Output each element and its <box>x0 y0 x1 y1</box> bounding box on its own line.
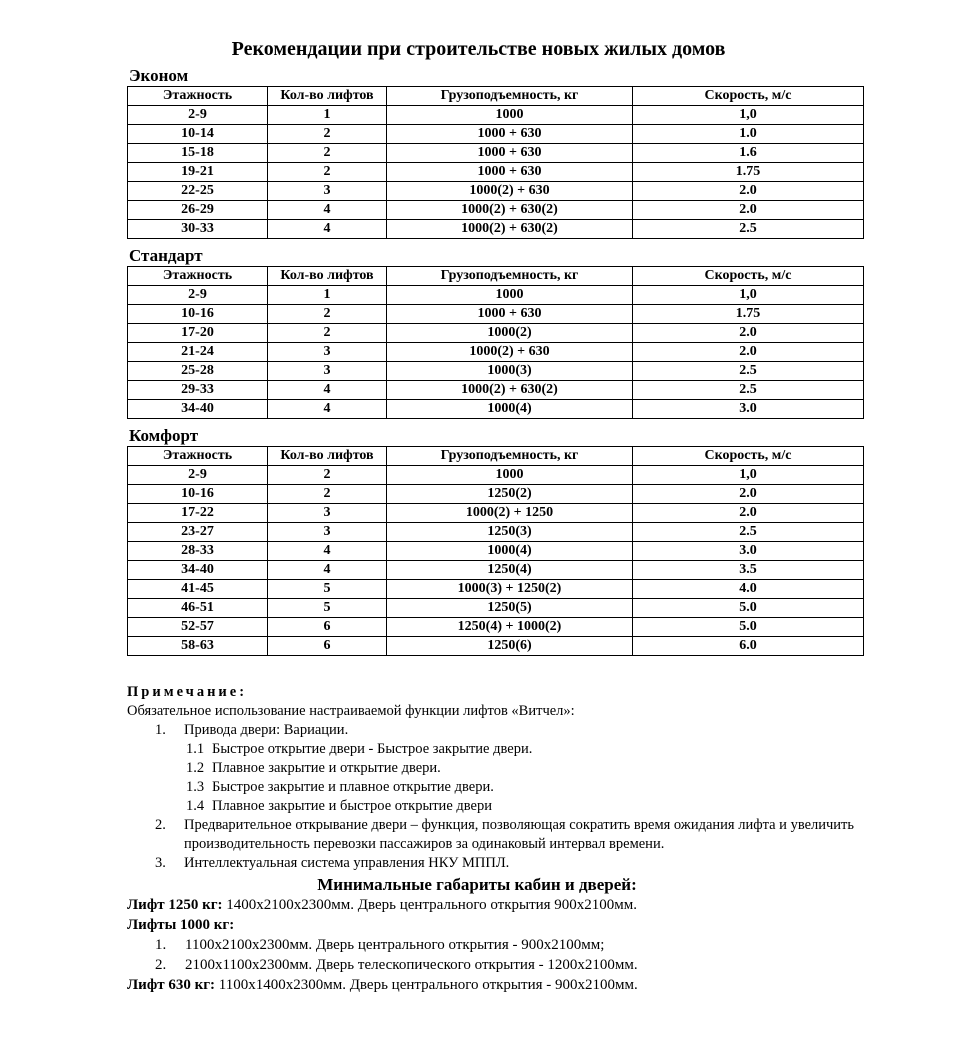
subitem-number: 1.3 <box>186 779 205 795</box>
table-row <box>128 485 864 504</box>
capacity-cell: 1250(6) <box>387 637 633 656</box>
lifts-cell: 5 <box>268 599 387 618</box>
capacity-cell: 1000(3) + 1250(2) <box>387 580 633 599</box>
floors-cell: 15-18 <box>128 144 268 163</box>
floors-cell: 34-40 <box>128 400 268 419</box>
table-row <box>128 106 864 125</box>
capacity-cell: 1250(3) <box>387 523 633 542</box>
lifts-cell: 5 <box>268 580 387 599</box>
lifts-header: Кол-во лифтов <box>268 267 387 286</box>
lifts-1000-list <box>127 935 927 975</box>
subitem-number: 1.1 <box>186 741 205 757</box>
speed-cell: 2.0 <box>633 324 864 343</box>
note-subitem <box>184 797 887 816</box>
floors-header: Этажность <box>128 267 268 286</box>
floors-cell: 10-14 <box>128 125 268 144</box>
floors-cell: 34-40 <box>128 561 268 580</box>
lifts-cell: 6 <box>268 637 387 656</box>
floors-cell: 26-29 <box>128 201 268 220</box>
capacity-cell: 1000 + 630 <box>387 144 633 163</box>
speed-cell: 2.5 <box>633 362 864 381</box>
speed-cell: 4.0 <box>633 580 864 599</box>
note-text: Предварительное открывание двери – функция, позволяющая сократить время ожидания лифта и увеличить производительность перевозки пассажиров за одинаковый интервал времени. <box>184 817 855 852</box>
note-text: Интеллектуальная система управления НКУ МППЛ. <box>184 855 510 871</box>
notes-block <box>127 683 887 873</box>
table-row <box>128 343 864 362</box>
speed-cell: 2.0 <box>633 343 864 362</box>
table-row <box>128 144 864 163</box>
table-row <box>128 400 864 419</box>
floors-cell: 2-9 <box>128 106 268 125</box>
speed-cell: 1,0 <box>633 286 864 305</box>
lifts-cell: 2 <box>268 144 387 163</box>
capacity-cell: 1000(2) + 630(2) <box>387 201 633 220</box>
speed-cell: 1,0 <box>633 106 864 125</box>
speed-cell: 2.5 <box>633 220 864 239</box>
lifts-cell: 2 <box>268 324 387 343</box>
table-row <box>128 182 864 201</box>
note-number: 2. <box>155 817 166 833</box>
table-row <box>128 523 864 542</box>
table-row <box>128 324 864 343</box>
table-row <box>128 580 864 599</box>
section-label: Эконом <box>129 66 189 85</box>
lifts-1000-label: Лифты 1000 кг: <box>127 917 235 933</box>
table-row <box>128 381 864 400</box>
table-row <box>128 362 864 381</box>
capacity-cell: 1000(4) <box>387 400 633 419</box>
speed-cell: 2.0 <box>633 201 864 220</box>
note-sublist <box>184 740 887 816</box>
capacity-cell: 1250(5) <box>387 599 633 618</box>
lifts-cell: 4 <box>268 201 387 220</box>
floors-cell: 17-20 <box>128 324 268 343</box>
lifts-cell: 4 <box>268 381 387 400</box>
lifts-1000-line <box>127 915 927 935</box>
notes-list <box>127 721 887 873</box>
dimension-number: 1. <box>155 937 167 953</box>
capacity-cell: 1000(4) <box>387 542 633 561</box>
lifts-cell: 3 <box>268 182 387 201</box>
floors-cell: 52-57 <box>128 618 268 637</box>
floors-cell: 19-21 <box>128 163 268 182</box>
floors-cell: 22-25 <box>128 182 268 201</box>
speed-cell: 2.5 <box>633 523 864 542</box>
subitem-number: 1.2 <box>186 760 205 776</box>
floors-cell: 29-33 <box>128 381 268 400</box>
lift-table <box>127 86 864 239</box>
speed-cell: 5.0 <box>633 618 864 637</box>
lift-630-line <box>127 975 927 995</box>
table-row <box>128 305 864 324</box>
floors-cell: 30-33 <box>128 220 268 239</box>
capacity-cell: 1000(2) + 630 <box>387 343 633 362</box>
floors-cell: 10-16 <box>128 485 268 504</box>
note-subitem <box>184 740 887 759</box>
speed-cell: 1.0 <box>633 125 864 144</box>
lifts-cell: 1 <box>268 106 387 125</box>
lift-630-label: Лифт 630 кг: <box>127 977 216 993</box>
speed-cell: 3.0 <box>633 400 864 419</box>
capacity-header: Грузоподъемность, кг <box>387 447 633 466</box>
table-row <box>128 561 864 580</box>
section-label: Стандарт <box>129 246 203 265</box>
subitem-text: Быстрое закрытие и плавное открытие двери. <box>212 779 494 795</box>
speed-header: Скорость, м/с <box>633 87 864 106</box>
lifts-cell: 1 <box>268 286 387 305</box>
capacity-cell: 1000(2) <box>387 324 633 343</box>
floors-cell: 2-9 <box>128 466 268 485</box>
speed-cell: 3.0 <box>633 542 864 561</box>
floors-cell: 28-33 <box>128 542 268 561</box>
floors-cell: 10-16 <box>128 305 268 324</box>
table-row <box>128 286 864 305</box>
speed-cell: 1,0 <box>633 466 864 485</box>
capacity-cell: 1000 <box>387 106 633 125</box>
table-row <box>128 637 864 656</box>
capacity-cell: 1250(4) <box>387 561 633 580</box>
floors-cell: 25-28 <box>128 362 268 381</box>
lift-1250-text: 1400x2100x2300мм. Дверь центрального открытия 900x2100мм. <box>226 897 638 913</box>
lifts-cell: 2 <box>268 163 387 182</box>
floors-cell: 46-51 <box>128 599 268 618</box>
note-item <box>127 816 887 854</box>
floors-cell: 2-9 <box>128 286 268 305</box>
speed-cell: 2.0 <box>633 182 864 201</box>
lift-1250-label: Лифт 1250 кг: <box>127 897 223 913</box>
dimension-item <box>127 955 927 975</box>
lifts-cell: 3 <box>268 504 387 523</box>
lifts-cell: 3 <box>268 523 387 542</box>
lifts-header: Кол-во лифтов <box>268 447 387 466</box>
capacity-cell: 1000(3) <box>387 362 633 381</box>
floors-cell: 58-63 <box>128 637 268 656</box>
capacity-cell: 1000(2) + 1250 <box>387 504 633 523</box>
floors-cell: 41-45 <box>128 580 268 599</box>
capacity-cell: 1000 + 630 <box>387 305 633 324</box>
speed-cell: 3.5 <box>633 561 864 580</box>
capacity-header: Грузоподъемность, кг <box>387 87 633 106</box>
dimension-text: 1100x2100x2300мм. Дверь центрального открытия - 900x2100мм; <box>185 937 605 953</box>
lift-630-text: 1100x1400x2300мм. Дверь центрального открытия - 900x2100мм. <box>218 977 638 993</box>
floors-header: Этажность <box>128 447 268 466</box>
dimension-text: 2100x1100x2300мм. Дверь телескопического открытия - 1200x2100мм. <box>185 957 638 973</box>
lifts-cell: 4 <box>268 561 387 580</box>
capacity-cell: 1000(2) + 630(2) <box>387 381 633 400</box>
capacity-cell: 1000(2) + 630(2) <box>387 220 633 239</box>
lifts-header: Кол-во лифтов <box>268 87 387 106</box>
speed-cell: 6.0 <box>633 637 864 656</box>
lifts-cell: 6 <box>268 618 387 637</box>
lifts-cell: 2 <box>268 466 387 485</box>
capacity-cell: 1000(2) + 630 <box>387 182 633 201</box>
floors-cell: 17-22 <box>128 504 268 523</box>
note-item <box>127 854 887 873</box>
lifts-cell: 2 <box>268 125 387 144</box>
lift-table <box>127 446 864 656</box>
speed-cell: 1.75 <box>633 163 864 182</box>
speed-cell: 1.75 <box>633 305 864 324</box>
capacity-cell: 1000 + 630 <box>387 163 633 182</box>
lifts-cell: 3 <box>268 362 387 381</box>
dimensions-title: Минимальные габариты кабин и дверей: <box>317 875 637 894</box>
table-header-row <box>128 447 864 466</box>
capacity-cell: 1000 <box>387 466 633 485</box>
lifts-cell: 2 <box>268 305 387 324</box>
dimension-number: 2. <box>155 957 167 973</box>
floors-header: Этажность <box>128 87 268 106</box>
note-text: Привода двери: Вариации. <box>184 722 349 738</box>
note-item <box>127 721 887 816</box>
speed-cell: 2.0 <box>633 504 864 523</box>
lift-table <box>127 266 864 419</box>
note-number: 1. <box>155 722 166 738</box>
table-row <box>128 618 864 637</box>
capacity-cell: 1250(4) + 1000(2) <box>387 618 633 637</box>
note-subitem <box>184 778 887 797</box>
lifts-cell: 4 <box>268 400 387 419</box>
note-number: 3. <box>155 855 166 871</box>
notes-heading: Примечание: <box>127 684 248 700</box>
subitem-text: Плавное закрытие и открытие двери. <box>212 760 441 776</box>
speed-cell: 5.0 <box>633 599 864 618</box>
lifts-cell: 3 <box>268 343 387 362</box>
table-row <box>128 504 864 523</box>
speed-cell: 2.5 <box>633 381 864 400</box>
capacity-cell: 1000 <box>387 286 633 305</box>
table-row <box>128 466 864 485</box>
table-row <box>128 542 864 561</box>
table-row <box>128 201 864 220</box>
subitem-number: 1.4 <box>186 798 205 814</box>
speed-cell: 1.6 <box>633 144 864 163</box>
table-row <box>128 125 864 144</box>
note-subitem <box>184 759 887 778</box>
lifts-cell: 2 <box>268 485 387 504</box>
subitem-text: Плавное закрытие и быстрое открытие двери <box>212 798 492 814</box>
dimension-item <box>127 935 927 955</box>
table-header-row <box>128 267 864 286</box>
floors-cell: 23-27 <box>128 523 268 542</box>
lift-1250-line <box>127 895 927 915</box>
lifts-cell: 4 <box>268 220 387 239</box>
table-row <box>128 163 864 182</box>
subitem-text: Быстрое открытие двери - Быстрое закрытие двери. <box>212 741 533 757</box>
capacity-cell: 1250(2) <box>387 485 633 504</box>
speed-cell: 2.0 <box>633 485 864 504</box>
table-header-row <box>128 87 864 106</box>
dimensions-block <box>127 875 927 995</box>
page-title: Рекомендации при строительстве новых жилых домов <box>231 38 726 60</box>
table-row <box>128 220 864 239</box>
floors-cell: 21-24 <box>128 343 268 362</box>
capacity-header: Грузоподъемность, кг <box>387 267 633 286</box>
table-row <box>128 599 864 618</box>
speed-header: Скорость, м/с <box>633 267 864 286</box>
notes-intro: Обязательное использование настраиваемой функции лифтов «Витчел»: <box>127 703 575 719</box>
section-label: Комфорт <box>129 426 199 445</box>
capacity-cell: 1000 + 630 <box>387 125 633 144</box>
speed-header: Скорость, м/с <box>633 447 864 466</box>
lifts-cell: 4 <box>268 542 387 561</box>
